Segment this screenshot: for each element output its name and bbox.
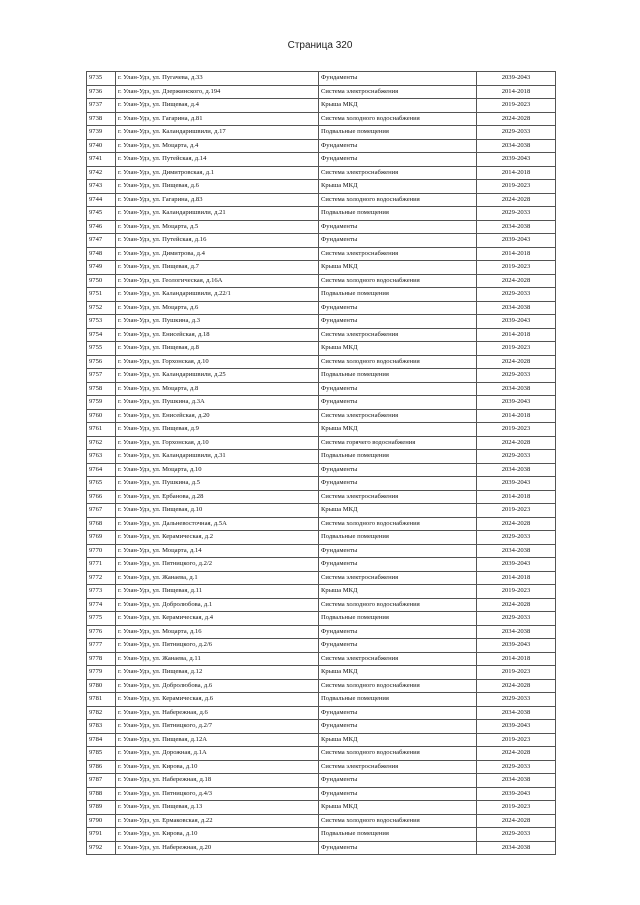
row-address: г. Улан-Удэ, ул. Енисейская, д.20 [116,409,319,423]
row-address: г. Улан-Удэ, ул. Добролюбова, д.1 [116,598,319,612]
row-number: 9745 [87,207,116,221]
row-work-type: Система холодного водоснабжения [319,193,477,207]
table-row [87,652,556,666]
row-address: г. Улан-Удэ, ул. Ермаковская, д.22 [116,814,319,828]
row-period: 2019-2023 [477,180,556,194]
row-address: г. Улан-Удэ, ул. Набережная, д.6 [116,706,319,720]
table-row [87,382,556,396]
row-work-type: Крыша МКД [319,99,477,113]
row-period: 2034-2038 [477,301,556,315]
row-period: 2029-2033 [477,369,556,383]
row-address: г. Улан-Удэ, ул. Геологическая, д.16А [116,274,319,288]
row-period: 2019-2023 [477,585,556,599]
row-work-type: Система электроснабжения [319,247,477,261]
row-number: 9754 [87,328,116,342]
row-period: 2024-2028 [477,814,556,828]
row-address: г. Улан-Удэ, ул. Пищевая, д.11 [116,585,319,599]
row-period: 2029-2033 [477,450,556,464]
row-work-type: Фундаменты [319,787,477,801]
row-period: 2034-2038 [477,625,556,639]
table-row [87,571,556,585]
row-number: 9772 [87,571,116,585]
row-period: 2014-2018 [477,409,556,423]
row-work-type: Система электроснабжения [319,490,477,504]
row-work-type: Система холодного водоснабжения [319,679,477,693]
row-number: 9776 [87,625,116,639]
row-number: 9787 [87,774,116,788]
row-number: 9788 [87,787,116,801]
row-work-type: Система электроснабжения [319,85,477,99]
row-number: 9773 [87,585,116,599]
table-row [87,423,556,437]
row-period: 2019-2023 [477,504,556,518]
row-period: 2024-2028 [477,436,556,450]
row-period: 2019-2023 [477,99,556,113]
row-number: 9735 [87,72,116,86]
row-address: г. Улан-Удэ, ул. Кирова, д.10 [116,828,319,842]
row-work-type: Фундаменты [319,477,477,491]
row-work-type: Подвальные помещения [319,207,477,221]
table-row [87,369,556,383]
row-address: г. Улан-Удэ, ул. Каландаришвили, д.22/1 [116,288,319,302]
row-period: 2034-2038 [477,382,556,396]
row-period: 2024-2028 [477,193,556,207]
row-number: 9769 [87,531,116,545]
row-number: 9782 [87,706,116,720]
row-period: 2034-2038 [477,706,556,720]
row-period: 2039-2043 [477,234,556,248]
row-number: 9737 [87,99,116,113]
row-number: 9763 [87,450,116,464]
row-work-type: Фундаменты [319,234,477,248]
row-address: г. Улан-Удэ, ул. Пищевая, д.13 [116,801,319,815]
row-number: 9791 [87,828,116,842]
table-row [87,612,556,626]
row-work-type: Система электроснабжения [319,328,477,342]
row-period: 2029-2033 [477,693,556,707]
row-number: 9784 [87,733,116,747]
table-row [87,841,556,855]
table-row [87,814,556,828]
row-work-type: Крыша МКД [319,585,477,599]
table-row [87,342,556,356]
row-address: г. Улан-Удэ, ул. Керамическая, д.2 [116,531,319,545]
row-address: г. Улан-Удэ, ул. Пятницкого, д.4/3 [116,787,319,801]
row-number: 9770 [87,544,116,558]
table-row [87,787,556,801]
row-work-type: Подвальные помещения [319,288,477,302]
row-address: г. Улан-Удэ, ул. Пищевая, д.12 [116,666,319,680]
row-number: 9779 [87,666,116,680]
table-row [87,747,556,761]
row-address: г. Улан-Удэ, ул. Моцарта, д.6 [116,301,319,315]
row-number: 9781 [87,693,116,707]
row-address: г. Улан-Удэ, ул. Пушкина, д.3А [116,396,319,410]
row-work-type: Фундаменты [319,706,477,720]
row-number: 9786 [87,760,116,774]
table-row [87,625,556,639]
works-table [86,71,556,855]
row-number: 9778 [87,652,116,666]
row-address: г. Улан-Удэ, ул. Каландаришвили, д.17 [116,126,319,140]
table-row [87,598,556,612]
row-work-type: Фундаменты [319,153,477,167]
row-number: 9750 [87,274,116,288]
row-period: 2024-2028 [477,747,556,761]
row-address: г. Улан-Удэ, ул. Пушкина, д.5 [116,477,319,491]
row-address: г. Улан-Удэ, ул. Добролюбова, д.6 [116,679,319,693]
row-number: 9777 [87,639,116,653]
row-address: г. Улан-Удэ, ул. Гагарина, д.81 [116,112,319,126]
row-period: 2019-2023 [477,342,556,356]
row-number: 9775 [87,612,116,626]
row-number: 9792 [87,841,116,855]
row-address: г. Улан-Удэ, ул. Путейская, д.14 [116,153,319,167]
row-work-type: Фундаменты [319,396,477,410]
row-period: 2024-2028 [477,112,556,126]
page-header: Страница 320 [287,40,353,51]
row-period: 2034-2038 [477,841,556,855]
row-address: г. Улан-Удэ, ул. Пятницкого, д.2/2 [116,558,319,572]
row-number: 9771 [87,558,116,572]
row-address: г. Улан-Удэ, ул. Моцарта, д.4 [116,139,319,153]
row-number: 9785 [87,747,116,761]
row-work-type: Крыша МКД [319,504,477,518]
table-row [87,288,556,302]
row-number: 9758 [87,382,116,396]
row-address: г. Улан-Удэ, ул. Пищевая, д.7 [116,261,319,275]
table-row [87,720,556,734]
row-address: г. Улан-Удэ, ул. Пищевая, д.4 [116,99,319,113]
row-number: 9761 [87,423,116,437]
row-work-type: Система холодного водоснабжения [319,355,477,369]
row-period: 2029-2033 [477,531,556,545]
table-row [87,517,556,531]
table-row [87,436,556,450]
row-address: г. Улан-Удэ, ул. Пищевая, д.8 [116,342,319,356]
row-period: 2019-2023 [477,423,556,437]
row-address: г. Улан-Удэ, ул. Гагарина, д.83 [116,193,319,207]
row-period: 2029-2033 [477,612,556,626]
row-number: 9760 [87,409,116,423]
row-number: 9766 [87,490,116,504]
row-period: 2029-2033 [477,207,556,221]
row-work-type: Фундаменты [319,558,477,572]
row-period: 2014-2018 [477,85,556,99]
row-work-type: Система холодного водоснабжения [319,517,477,531]
row-period: 2019-2023 [477,733,556,747]
table-row [87,193,556,207]
row-period: 2039-2043 [477,72,556,86]
row-number: 9752 [87,301,116,315]
table-row [87,166,556,180]
table-row [87,234,556,248]
row-work-type: Фундаменты [319,139,477,153]
row-address: г. Улан-Удэ, ул. Жанаева, д.11 [116,652,319,666]
table-row [87,247,556,261]
table-row [87,301,556,315]
row-work-type: Фундаменты [319,463,477,477]
table-row [87,639,556,653]
table-row [87,396,556,410]
row-work-type: Система холодного водоснабжения [319,274,477,288]
row-address: г. Улан-Удэ, ул. Дорожная, д.1А [116,747,319,761]
row-period: 2034-2038 [477,139,556,153]
row-address: г. Улан-Удэ, ул. Каландаришвили, д.25 [116,369,319,383]
row-number: 9751 [87,288,116,302]
row-work-type: Крыша МКД [319,666,477,680]
row-address: г. Улан-Удэ, ул. Енисейская, д.18 [116,328,319,342]
row-period: 2034-2038 [477,220,556,234]
table-row [87,828,556,842]
row-period: 2014-2018 [477,652,556,666]
table-row [87,139,556,153]
table-row [87,72,556,86]
row-number: 9748 [87,247,116,261]
table-row [87,531,556,545]
row-address: г. Улан-Удэ, ул. Горхонская, д.10 [116,355,319,369]
table-row [87,112,556,126]
row-period: 2014-2018 [477,328,556,342]
row-address: г. Улан-Удэ, ул. Путейская, д.16 [116,234,319,248]
row-number: 9746 [87,220,116,234]
row-address: г. Улан-Удэ, ул. Моцарта, д.14 [116,544,319,558]
row-address: г. Улан-Удэ, ул. Моцарта, д.8 [116,382,319,396]
row-period: 2039-2043 [477,639,556,653]
table-row [87,477,556,491]
row-period: 2029-2033 [477,760,556,774]
row-period: 2039-2043 [477,153,556,167]
row-address: г. Улан-Удэ, ул. Дальневосточная, д.5А [116,517,319,531]
row-period: 2039-2043 [477,787,556,801]
row-number: 9759 [87,396,116,410]
table-row [87,801,556,815]
row-address: г. Улан-Удэ, ул. Димитрова, д.4 [116,247,319,261]
row-work-type: Фундаменты [319,301,477,315]
row-work-type: Фундаменты [319,841,477,855]
row-address: г. Улан-Удэ, ул. Димитровская, д.1 [116,166,319,180]
table-row [87,328,556,342]
table-row [87,463,556,477]
table-row [87,558,556,572]
row-work-type: Крыша МКД [319,342,477,356]
row-address: г. Улан-Удэ, ул. Моцарта, д.10 [116,463,319,477]
row-address: г. Улан-Удэ, ул. Керамическая, д.4 [116,612,319,626]
row-period: 2034-2038 [477,463,556,477]
row-period: 2034-2038 [477,544,556,558]
table-row [87,220,556,234]
row-number: 9739 [87,126,116,140]
row-number: 9736 [87,85,116,99]
row-number: 9738 [87,112,116,126]
row-period: 2024-2028 [477,355,556,369]
row-period: 2039-2043 [477,558,556,572]
row-period: 2024-2028 [477,679,556,693]
row-period: 2029-2033 [477,828,556,842]
row-work-type: Фундаменты [319,544,477,558]
row-number: 9780 [87,679,116,693]
table-row [87,409,556,423]
row-work-type: Система электроснабжения [319,166,477,180]
row-work-type: Система холодного водоснабжения [319,814,477,828]
row-number: 9742 [87,166,116,180]
row-address: г. Улан-Удэ, ул. Пищевая, д.10 [116,504,319,518]
row-work-type: Система электроснабжения [319,760,477,774]
row-address: г. Улан-Удэ, ул. Пятницкого, д.2/6 [116,639,319,653]
table-body [87,72,556,855]
table-row [87,666,556,680]
row-number: 9765 [87,477,116,491]
row-address: г. Улан-Удэ, ул. Набережная, д.18 [116,774,319,788]
table-row [87,355,556,369]
row-period: 2024-2028 [477,274,556,288]
row-period: 2029-2033 [477,126,556,140]
row-work-type: Крыша МКД [319,801,477,815]
row-period: 2019-2023 [477,666,556,680]
row-work-type: Крыша МКД [319,261,477,275]
row-period: 2019-2023 [477,801,556,815]
table-row [87,261,556,275]
row-address: г. Улан-Удэ, ул. Моцарта, д.16 [116,625,319,639]
row-period: 2019-2023 [477,261,556,275]
table-row [87,733,556,747]
row-period: 2039-2043 [477,720,556,734]
row-work-type: Фундаменты [319,315,477,329]
row-period: 2014-2018 [477,247,556,261]
row-address: г. Улан-Удэ, ул. Пушкина, д.3 [116,315,319,329]
row-address: г. Улан-Удэ, ул. Керамическая, д.6 [116,693,319,707]
row-number: 9764 [87,463,116,477]
row-work-type: Фундаменты [319,774,477,788]
row-number: 9767 [87,504,116,518]
row-work-type: Фундаменты [319,720,477,734]
table-row [87,693,556,707]
table-row [87,207,556,221]
row-number: 9740 [87,139,116,153]
row-period: 2029-2033 [477,288,556,302]
row-address: г. Улан-Удэ, ул. Пугачева, д.33 [116,72,319,86]
row-number: 9747 [87,234,116,248]
row-address: г. Улан-Удэ, ул. Моцарта, д.5 [116,220,319,234]
table-row [87,490,556,504]
row-number: 9783 [87,720,116,734]
table-row [87,760,556,774]
row-work-type: Подвальные помещения [319,828,477,842]
row-work-type: Система электроснабжения [319,571,477,585]
row-number: 9789 [87,801,116,815]
row-work-type: Фундаменты [319,220,477,234]
row-number: 9744 [87,193,116,207]
table-row [87,450,556,464]
row-number: 9774 [87,598,116,612]
row-number: 9768 [87,517,116,531]
row-period: 2034-2038 [477,774,556,788]
row-work-type: Система холодного водоснабжения [319,747,477,761]
row-period: 2024-2028 [477,598,556,612]
row-work-type: Система холодного водоснабжения [319,598,477,612]
row-work-type: Подвальные помещения [319,450,477,464]
row-work-type: Фундаменты [319,625,477,639]
row-work-type: Система электроснабжения [319,652,477,666]
row-address: г. Улан-Удэ, ул. Горхонская, д.10 [116,436,319,450]
row-period: 2024-2028 [477,517,556,531]
row-address: г. Улан-Удэ, ул. Жанаева, д.1 [116,571,319,585]
row-work-type: Фундаменты [319,639,477,653]
table-row [87,544,556,558]
table-row [87,315,556,329]
row-address: г. Улан-Удэ, ул. Пищевая, д.12А [116,733,319,747]
row-period: 2014-2018 [477,571,556,585]
row-work-type: Подвальные помещения [319,126,477,140]
table-row [87,774,556,788]
table-row [87,679,556,693]
row-address: г. Улан-Удэ, ул. Ербанова, д.28 [116,490,319,504]
row-address: г. Улан-Удэ, ул. Набережная, д.20 [116,841,319,855]
row-work-type: Крыша МКД [319,423,477,437]
row-work-type: Подвальные помещения [319,612,477,626]
row-period: 2014-2018 [477,166,556,180]
table-row [87,180,556,194]
table-row [87,706,556,720]
row-address: г. Улан-Удэ, ул. Пятницкого, д.2/7 [116,720,319,734]
table-row [87,504,556,518]
row-address: г. Улан-Удэ, ул. Каландаришвили, д.31 [116,450,319,464]
table-row [87,126,556,140]
row-number: 9756 [87,355,116,369]
table-row [87,99,556,113]
row-number: 9790 [87,814,116,828]
row-work-type: Подвальные помещения [319,693,477,707]
row-number: 9757 [87,369,116,383]
row-period: 2039-2043 [477,396,556,410]
row-address: г. Улан-Удэ, ул. Кирова, д.10 [116,760,319,774]
row-address: г. Улан-Удэ, ул. Пищевая, д.9 [116,423,319,437]
row-number: 9743 [87,180,116,194]
row-work-type: Система горячего водоснабжения [319,436,477,450]
row-number: 9749 [87,261,116,275]
row-work-type: Система электроснабжения [319,409,477,423]
row-work-type: Фундаменты [319,72,477,86]
row-address: г. Улан-Удэ, ул. Пищевая, д.6 [116,180,319,194]
row-period: 2039-2043 [477,477,556,491]
row-work-type: Система холодного водоснабжения [319,112,477,126]
row-number: 9741 [87,153,116,167]
row-address: г. Улан-Удэ, ул. Каландаришвили, д.21 [116,207,319,221]
row-work-type: Фундаменты [319,382,477,396]
table-row [87,585,556,599]
row-number: 9762 [87,436,116,450]
row-period: 2014-2018 [477,490,556,504]
table-row [87,153,556,167]
row-number: 9753 [87,315,116,329]
row-address: г. Улан-Удэ, ул. Дзержинского, д.194 [116,85,319,99]
row-work-type: Подвальные помещения [319,369,477,383]
table-row [87,85,556,99]
row-period: 2039-2043 [477,315,556,329]
row-work-type: Подвальные помещения [319,531,477,545]
table-row [87,274,556,288]
row-work-type: Крыша МКД [319,180,477,194]
row-number: 9755 [87,342,116,356]
row-work-type: Крыша МКД [319,733,477,747]
